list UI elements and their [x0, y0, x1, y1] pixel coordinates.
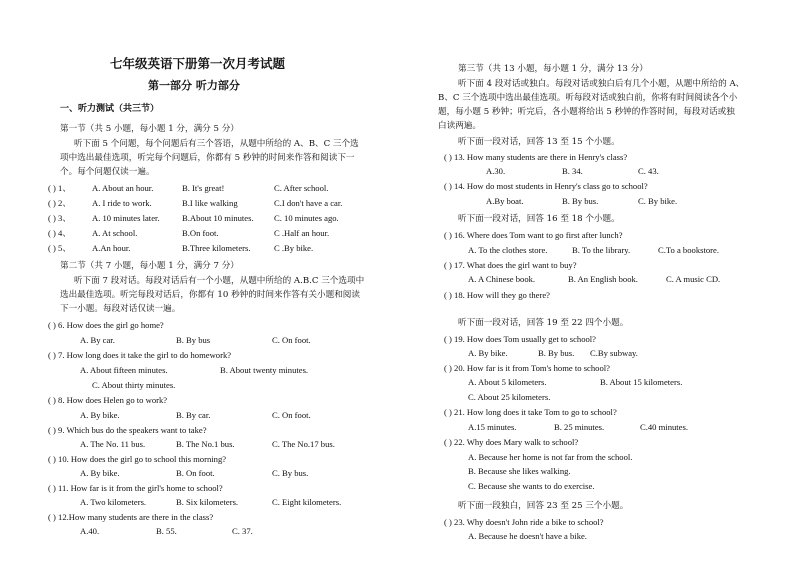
option-c: C. 37.: [232, 526, 253, 536]
q13-question: ( ) 13. How many students are there in Henry's class?: [444, 152, 628, 162]
q21-question: ( ) 21. How long does it take Tom to go to school?: [444, 407, 617, 417]
option-c: C.40 minutes.: [640, 422, 688, 432]
option-b: B. 25 minutes.: [554, 422, 605, 432]
q17-options: [468, 274, 721, 285]
option-b: B. To the library.: [572, 245, 631, 255]
option-b: B. 34.: [562, 166, 583, 176]
q-number: ( ) 1、: [48, 183, 71, 193]
option-a: A. About 5 kilometers.: [468, 377, 547, 387]
q6-options: [80, 335, 311, 346]
option-a: A. I ride to work.: [92, 198, 152, 208]
q4-row: [48, 228, 330, 239]
prompt-19-22: 听下面一段对话，回答 19 至 22 四个小题。: [458, 318, 629, 328]
q16-options: [468, 245, 719, 256]
s1-intro-3: 个。每个问题仅读一遍。: [60, 167, 155, 177]
option-b: B. By bus: [176, 335, 211, 345]
option-c: C.To a bookstore.: [658, 245, 719, 255]
option-b: B.I like walking: [182, 198, 238, 208]
option-a: A.By boat.: [486, 196, 524, 206]
q12-options: [80, 526, 253, 537]
q12-question: ( ) 12.How many students are there in the class?: [48, 512, 214, 522]
q-number: ( ) 5、: [48, 243, 71, 253]
option-a: A. Two kilometers.: [80, 497, 147, 507]
option-a: A. A Chinese book.: [468, 274, 536, 284]
option-b: B.On foot.: [182, 228, 219, 238]
q10-options: [80, 468, 309, 479]
option-b: B. By bus.: [538, 348, 575, 358]
option-c: C. By bike.: [638, 196, 678, 206]
s3-head: 第三节（共 13 小题，每小题 1 分，满分 13 分）: [458, 64, 648, 74]
q9-question: ( ) 9. Which bus do the speakers want to take?: [48, 425, 207, 435]
option-c: C .Half an hour.: [274, 228, 330, 238]
option-c: C. 10 minutes ago.: [274, 213, 339, 223]
q7-question: ( ) 7. How long does it take the girl to do homework?: [48, 350, 232, 360]
q-number: ( ) 4、: [48, 228, 71, 238]
s2-intro-3: 下一小题。每段对话仅读一遍。: [60, 304, 181, 314]
option-b: B. It's great!: [182, 183, 225, 193]
option-a: A. 10 minutes later.: [92, 213, 160, 223]
option-b: B. By bus.: [562, 196, 599, 206]
option-c: C. Eight kilometers.: [272, 497, 342, 507]
q7-options-ab: [80, 365, 309, 376]
option-b: B. An English book.: [568, 274, 638, 284]
s3-intro-2: B、C 三个选项中选出最佳选项。听每段对话或独白前，你将有时间阅读各个小: [438, 93, 738, 103]
option-c: C .By bike.: [274, 243, 314, 253]
q3-row: [48, 213, 339, 224]
s3-intro-1: 听下面 4 段对话或独白。每段对话或独白后有几个小题，从题中所给的 A、: [458, 79, 745, 89]
option-a: A. By bike.: [468, 348, 508, 358]
q22-option-a: A. Because her home is not far from the school.: [468, 452, 633, 462]
option-c: C. The No.17 bus.: [272, 439, 335, 449]
option-b: B. The No.1 bus.: [176, 439, 235, 449]
q22-option-c: C. Because she wants to do exercise.: [468, 481, 595, 491]
q1-row: [48, 183, 329, 194]
q10-question: ( ) 10. How does the girl go to school this morning?: [48, 454, 227, 464]
option-a: A. By bike.: [80, 410, 120, 420]
option-c: C.I don't have a car.: [274, 198, 343, 208]
option-a: A.40.: [80, 526, 100, 536]
option-a: A. At school.: [92, 228, 138, 238]
s3-intro-3: 题，每小题 5 秒钟；听完后，各小题将给出 5 秒钟的作答时间，每段对话或独: [438, 107, 735, 117]
prompt-16-18: 听下面一段对话，回答 16 至 18 个小题。: [458, 214, 620, 224]
q18-question: ( ) 18. How will they go there?: [444, 290, 550, 300]
option-c: C. 43.: [638, 166, 659, 176]
q8-question: ( ) 8. How does Helen go to work?: [48, 395, 168, 405]
option-b: B.Three kilometers.: [182, 243, 251, 253]
option-a: A. By bike.: [80, 468, 120, 478]
q20-options-ab: [468, 377, 683, 388]
s3-intro-4: 白读两遍。: [438, 121, 481, 131]
s1-intro-2: 项中选出最佳选项，听完每个问题后，你都有 5 秒钟的时间来作答和阅读下一: [60, 153, 355, 163]
option-b: B. About 15 kilometers.: [600, 377, 683, 387]
s1-head: 第一节（共 5 小题，每小题 1 分，满分 5 分）: [60, 124, 239, 134]
option-c: C. After school.: [274, 183, 329, 193]
q22-option-b: B. Because she likes walking.: [468, 466, 571, 476]
option-a: A. About fifteen minutes.: [80, 365, 168, 375]
q20-question: ( ) 20. How far is it from Tom's home to school?: [444, 363, 610, 373]
q21-options: [468, 422, 688, 433]
q13-options: [486, 166, 659, 177]
q9-options: [80, 439, 335, 450]
q19-question: ( ) 19. How does Tom usually get to school?: [444, 334, 596, 344]
q8-options: [80, 410, 311, 421]
option-a: A.An hour.: [92, 243, 131, 253]
q20-option-c: C. About 25 kilometers.: [468, 392, 551, 402]
q6-question: ( ) 6. How does the girl go home?: [48, 320, 164, 330]
q17-question: ( ) 17. What does the girl want to buy?: [444, 260, 577, 270]
q14-question: ( ) 14. How do most students in Henry's class go to school?: [444, 181, 648, 191]
option-c: C. On foot.: [272, 410, 311, 420]
option-b: B. About twenty minutes.: [220, 365, 309, 375]
q7-option-c: C. About thirty minutes.: [92, 380, 176, 390]
option-b: B. 55.: [156, 526, 177, 536]
section-title: 一、听力测试（共三节）: [60, 104, 160, 114]
s1-intro-1: 听下面 5 个问题，每个问题后有三个答语，从题中所给的 A、B、C 三个选: [74, 139, 359, 149]
option-c: C. On foot.: [272, 335, 311, 345]
prompt-23-25: 听下面一段独白，回答 23 至 25 三个小题。: [458, 501, 629, 511]
option-a: A. About an hour.: [92, 183, 154, 193]
option-b: B. By car.: [176, 410, 211, 420]
q19-options: [468, 348, 638, 359]
option-a: A.30.: [486, 166, 506, 176]
q23-option-a: A. Because he doesn't have a bike.: [468, 531, 587, 541]
q14-options: [486, 196, 678, 207]
q23-question: ( ) 23. Why doesn't John ride a bike to school?: [444, 517, 604, 527]
q-number: ( ) 2、: [48, 198, 71, 208]
option-c: C.By subway.: [590, 348, 638, 358]
part-title: 第一部分 听力部分: [148, 79, 240, 92]
q5-row: [48, 243, 314, 254]
q11-options: [80, 497, 342, 508]
option-b: B.About 10 minutes.: [182, 213, 254, 223]
option-b: B. Six kilometers.: [176, 497, 239, 507]
q-number: ( ) 3、: [48, 213, 71, 223]
q11-question: ( ) 11. How far is it from the girl's home to school?: [48, 483, 223, 493]
option-c: C. By bus.: [272, 468, 309, 478]
q2-row: [48, 198, 343, 209]
s2-intro-2: 选出最佳选项。听完每段对话后，你都有 10 秒钟的时间来作答有关小题和阅读: [60, 290, 360, 300]
option-a: A.15 minutes.: [468, 422, 517, 432]
prompt-13-15: 听下面一段对话，回答 13 至 15 个小题。: [458, 137, 620, 147]
option-c: C. A music CD.: [666, 274, 721, 284]
option-b: B. On foot.: [176, 468, 215, 478]
s2-intro-1: 听下面 7 段对话。每段对话后有一个小题，从题中所给的 A.B.C 三个选项中: [74, 276, 365, 286]
exam-title: 七年级英语下册第一次月考试题: [110, 56, 286, 71]
option-a: A. To the clothes store.: [468, 245, 548, 255]
s2-head: 第二节（共 7 小题，每小题 1 分，满分 7 分）: [60, 261, 239, 271]
q16-question: ( ) 16. Where does Tom want to go first after lunch?: [444, 230, 623, 240]
q22-question: ( ) 22. Why does Mary walk to school?: [444, 437, 579, 447]
option-a: A. By car.: [80, 335, 115, 345]
option-a: A. The No. 11 bus.: [80, 439, 146, 449]
